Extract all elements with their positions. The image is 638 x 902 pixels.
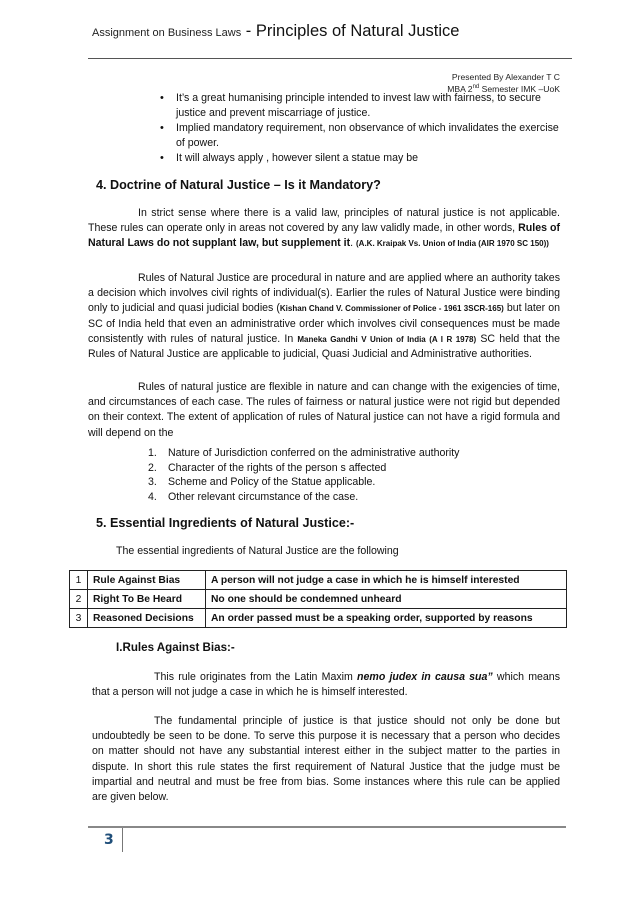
- section-4-paragraph-3: Rules of natural justice are flexible in nature and can change with the exigencies of time, and circumstances of each case. The rules of fairness or natural justice were not rigid but depended on their context. The extent of application of rules of Natural justice can not have a rigid formula and will depend on the: [88, 381, 560, 439]
- bullet-item: • It will always apply , however silent a statue may be: [160, 151, 560, 166]
- section-4-paragraph-1: [88, 206, 560, 252]
- list-text: Other relevant circumstance of the case.: [168, 490, 359, 503]
- presenter-name: Presented By Alexander T C: [451, 72, 560, 82]
- list-item: [148, 475, 459, 490]
- bias-p1-b: which means that a person will not judge a case in which he is himself interested.: [92, 671, 560, 699]
- footer-vertical-divider: [122, 828, 123, 852]
- table-cell-desc: A person will not judge a case in which he is himself interested: [206, 571, 567, 590]
- bullet-item: • It’s a great humanising principle intended to invest law with fairness, to secure justice and prevent miscarriage of justice.: [160, 91, 560, 121]
- list-number: 1.: [148, 447, 157, 459]
- list-text: Scheme and Policy of the Statue applicable.: [168, 476, 376, 489]
- section-4-paragraph-2: [88, 271, 560, 362]
- table-cell-name: Reasoned Decisions: [88, 609, 206, 628]
- p2-citation-1: Kishan Chand V. Commissioner of Police - 1961 3SCR-165): [279, 304, 504, 314]
- table-cell-desc: No one should be condemned unheard: [206, 590, 567, 609]
- list-item: [148, 490, 459, 505]
- table-row: [70, 609, 567, 628]
- table-cell-desc: An order passed must be a speaking order, supported by reasons: [206, 609, 567, 628]
- bias-p1-a: This rule originates from the Latin Maxim: [154, 671, 358, 683]
- list-text: Character of the rights of the person s affected: [168, 461, 387, 474]
- bias-paragraph-1: [92, 670, 560, 700]
- bullet-list: [160, 91, 560, 166]
- numbered-list: [148, 446, 459, 504]
- presenter-course-post: Semester IMK –UoK: [479, 83, 560, 94]
- p1-bold: Rules of Natural Laws do not supplant law, but supplement it: [88, 222, 560, 250]
- header-separator: -: [241, 22, 256, 40]
- list-number: 2.: [148, 461, 157, 474]
- p2-citation-2: Maneka Gandhi V Union of India (A I R 1978): [297, 334, 477, 344]
- page-header: [92, 22, 572, 41]
- section-4-heading: 4. Doctrine of Natural Justice – Is it Mandatory?: [96, 178, 381, 192]
- header-prefix: Assignment on Business Laws: [92, 27, 242, 39]
- list-text: Nature of Jurisdiction conferred on the administrative authority: [168, 447, 460, 459]
- p1-after: .: [350, 237, 356, 250]
- list-number: 3.: [148, 476, 157, 489]
- section-5-intro: The essential ingredients of Natural Justice are the following: [116, 545, 399, 557]
- table-cell-num: 2: [70, 590, 88, 609]
- table-row: [70, 571, 567, 590]
- latin-maxim: nemo judex in causa sua”: [357, 671, 493, 683]
- p1-text: In strict sense where there is a valid law, principles of natural justice is not applicable. These rules can operate only in areas not covered by any law validly made, in other words,: [88, 207, 560, 235]
- list-number: 4.: [148, 490, 157, 503]
- presenter-course-pre: MBA 2: [447, 83, 473, 94]
- bullet-item: • Implied mandatory requirement, non observance of which invalidates the exercise of power.: [160, 121, 560, 151]
- list-item: [148, 446, 459, 461]
- p1-citation: (A.K. Kraipak Vs. Union of India (AIR 1970 SC 150)): [356, 239, 549, 249]
- table-cell-name: Rule Against Bias: [88, 571, 206, 590]
- table-row: [70, 590, 567, 609]
- table-cell-num: 1: [70, 571, 88, 590]
- header-divider: [88, 58, 572, 59]
- section-5-heading: 5. Essential Ingredients of Natural Justice:-: [96, 516, 355, 530]
- table-cell-num: 3: [70, 609, 88, 628]
- rules-against-bias-heading: I.Rules Against Bias:-: [116, 641, 235, 654]
- footer-divider: [88, 826, 566, 828]
- p2-text-c: SC held that the Rules of Natural Justice are applicable to judicial, Quasi Judicial and Administrative authorities.: [88, 332, 560, 361]
- p2-text-b: but later on SC of India held that even an administrative order which involves civil consequences must be made consistently with rules of natural justice. In: [88, 302, 560, 345]
- ingredients-table: [69, 570, 567, 628]
- list-item: [148, 461, 459, 476]
- header-title: Principles of Natural Justice: [255, 22, 460, 40]
- bias-paragraph-2: The fundamental principle of justice is that justice should not only be done but undoubtedly be seen to be done. To serve this purpose it is necessary that a person who decides on matter should not have any substantial interest either in the subject matter to the parties in dispute. In short this rule states the first requirement of Natural Justice that the judge must be impartial and neutral and must be free from bias. Some instances where this rule can be applied are given below.: [92, 715, 560, 804]
- presenter-course-sup: nd: [472, 84, 480, 90]
- page-number: 3: [104, 832, 114, 848]
- p2-text-a: Rules of Natural Justice are procedural in nature and are applied where an authority takes a decision which involves civil rights of individual(s). Earlier the rules of Natural Justice were binding only to judicial and quasi judicial bodies (: [88, 272, 560, 315]
- table-cell-name: Right To Be Heard: [88, 590, 206, 609]
